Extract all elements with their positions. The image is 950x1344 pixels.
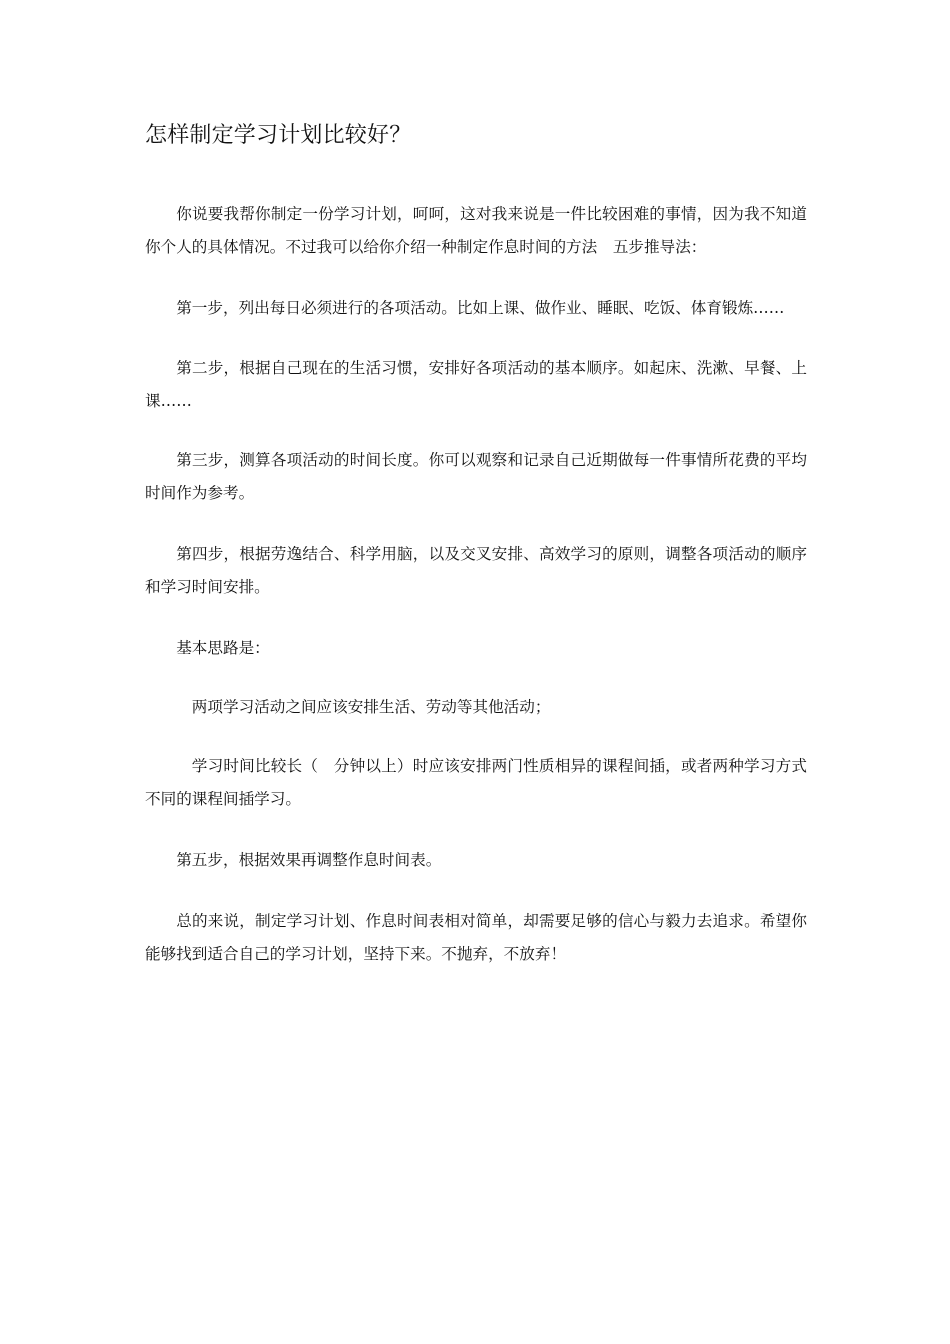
paragraph-step-4: 第四步，根据劳逸结合、科学用脑，以及交叉安排、高效学习的原则，调整各项活动的顺序和学习时间安排。: [145, 545, 807, 596]
paragraph-intro: 你说要我帮你制定一份学习计划，呵呵，这对我来说是一件比较困难的事情，因为我不知道你个人的具体情况。不过我可以给你介绍一种制定作息时间的方法 五步推导法：: [145, 205, 807, 256]
paragraph-conclusion: 总的来说，制定学习计划、作息时间表相对简单，却需要足够的信心与毅力去追求。希望你能够找到适合自己的学习计划，坚持下来。不抛弃，不放弃！: [145, 912, 807, 963]
paragraph-idea-1: 两项学习活动之间应该安排生活、劳动等其他活动；: [191, 698, 551, 716]
document-title: 怎样制定学习计划比较好？: [145, 123, 412, 148]
paragraph-step-5: 第五步，根据效果再调整作息时间表。: [176, 851, 442, 869]
paragraph-step-1: 第一步，列出每日必须进行的各项活动。比如上课、做作业、睡眠、吃饭、体育锻炼……: [176, 299, 785, 317]
paragraph-basic-idea-label: 基本思路是：: [176, 639, 270, 657]
paragraph-step-3: 第三步，测算各项活动的时间长度。你可以观察和记录自己近期做每一件事情所花费的平均时间作为参考。: [145, 451, 807, 502]
paragraph-step-2: 第二步，根据自己现在的生活习惯，安排好各项活动的基本顺序。如起床、洗漱、早餐、上课……: [145, 359, 807, 410]
paragraph-idea-2: 学习时间比较长（ 分钟以上）时应该安排两门性质相异的课程间插，或者两种学习方式不同的课程间插学习。: [145, 757, 807, 808]
